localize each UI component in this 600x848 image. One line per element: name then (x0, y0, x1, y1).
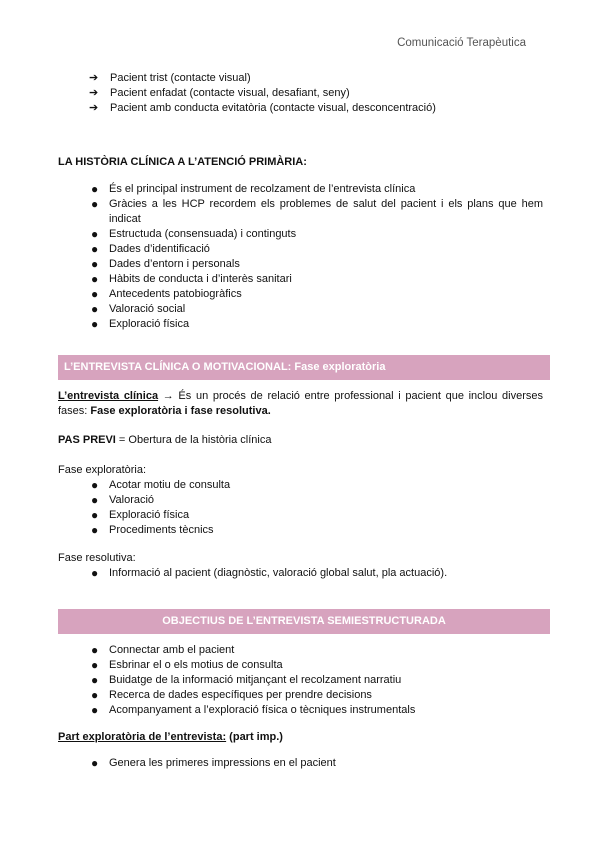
bullet-icon: ● (91, 478, 99, 492)
bullet-icon: ● (91, 508, 99, 522)
fase-exploratoria-label: Fase exploratòria: (58, 464, 147, 476)
definition-text: És un procés de relació entre professional i pacient que inclou diverses fases: (58, 390, 543, 417)
fase-exploratoria-list (88, 478, 230, 538)
list-item: ● Antecedents patobiogràfics (91, 287, 242, 301)
definition-phases: Fase exploratòria i fase resolutiva. (90, 405, 271, 417)
bullet-icon: ● (91, 272, 99, 286)
list-item: ● Genera les primeres impressions en el pacient (91, 756, 336, 770)
entrevista-section-band (58, 355, 550, 380)
section-title: OBJECTIUS DE L’ENTREVISTA SEMIESTRUCTURADA (162, 615, 446, 627)
bullet-icon: ● (91, 182, 99, 196)
entrevista-definition (58, 389, 543, 419)
section-title: L’ENTREVISTA CLÍNICA O MOTIVACIONAL: Fase exploratòria (64, 361, 386, 373)
bullet-icon: ● (91, 703, 99, 717)
bullet-icon: ● (91, 643, 99, 657)
pas-previ-label: PAS PREVI (58, 434, 116, 446)
bullet-icon: ● (91, 227, 99, 241)
bullet-icon: ● (91, 493, 99, 507)
header-title: Comunicació Terapèutica (397, 37, 526, 49)
bullet-icon: ● (91, 523, 99, 537)
list-item: ➔ Pacient enfadat (contacte visual, desafiant, seny) (89, 87, 350, 99)
bullet-icon: ● (91, 673, 99, 687)
list-item: ➔ Pacient amb conducta evitatòria (contacte visual, desconcentració) (89, 102, 436, 114)
arrow-right-icon: ➔ (89, 87, 99, 99)
definition-term: L’entrevista clínica (58, 390, 159, 402)
list-item: ● Estructuda (consensuada) i continguts (91, 227, 297, 241)
list-item: ● Recerca de dades específiques per prendre decisions (91, 688, 372, 702)
arrow-right-icon: → (162, 390, 174, 402)
objectius-list (88, 643, 415, 718)
bullet-icon: ● (91, 197, 99, 211)
historia-heading: LA HISTÒRIA CLÍNICA A L’ATENCIÓ PRIMÀRIA: (58, 156, 307, 168)
list-item: ● Gràcies a les HCP recordem els problemes de salut del pacient i els plans que hem indicat (91, 197, 543, 225)
bullet-icon: ● (91, 287, 99, 301)
list-item: ● Exploració física (91, 508, 190, 522)
list-item: ● Buidatge de la informació mitjançant el recolzament narratiu (91, 673, 402, 687)
list-item: ● Dades d’entorn i personals (91, 257, 240, 271)
list-item: ● Exploració física (91, 317, 190, 331)
list-item: ● Procediments tècnics (91, 523, 214, 537)
bullet-icon: ● (91, 317, 99, 331)
list-item: ● Informació al pacient (diagnòstic, valoració global salut, pla actuació). (91, 566, 448, 580)
list-item: ● És el principal instrument de recolzament de l’entrevista clínica (91, 182, 416, 196)
bullet-icon: ● (91, 242, 99, 256)
fase-resolutiva-label: Fase resolutiva: (58, 552, 136, 564)
part-exploratoria-note: (part imp.) (226, 731, 283, 743)
part-exploratoria-list (88, 756, 336, 771)
historia-list (88, 182, 543, 332)
bullet-icon: ● (91, 688, 99, 702)
list-item: ➔ Pacient trist (contacte visual) (89, 72, 251, 84)
list-item: ● Hàbits de conducta i d’interès sanitari (91, 272, 292, 286)
bullet-icon: ● (91, 566, 99, 580)
pas-previ-text: = Obertura de la història clínica (115, 434, 272, 446)
bullet-icon: ● (91, 257, 99, 271)
list-item: ● Acompanyament a l’exploració física o tècniques instrumentals (91, 703, 416, 717)
arrow-right-icon: ➔ (89, 72, 99, 84)
list-item: ● Valoració social (91, 302, 186, 316)
list-item: ● Connectar amb el pacient (91, 643, 235, 657)
bullet-icon: ● (91, 302, 99, 316)
bullet-icon: ● (91, 756, 99, 770)
fase-resolutiva-list (88, 566, 447, 581)
part-exploratoria-heading (58, 730, 283, 745)
list-item: ● Acotar motiu de consulta (91, 478, 231, 492)
list-item: ● Valoració (91, 493, 155, 507)
objectius-section-band (58, 609, 550, 634)
arrow-right-icon: ➔ (89, 102, 99, 114)
pas-previ (58, 433, 271, 448)
list-item: ● Dades d’identificació (91, 242, 210, 256)
list-item: ● Esbrinar el o els motius de consulta (91, 658, 283, 672)
bullet-icon: ● (91, 658, 99, 672)
intro-list (89, 71, 436, 116)
part-exploratoria-title: Part exploratòria de l’entrevista: (58, 731, 227, 743)
